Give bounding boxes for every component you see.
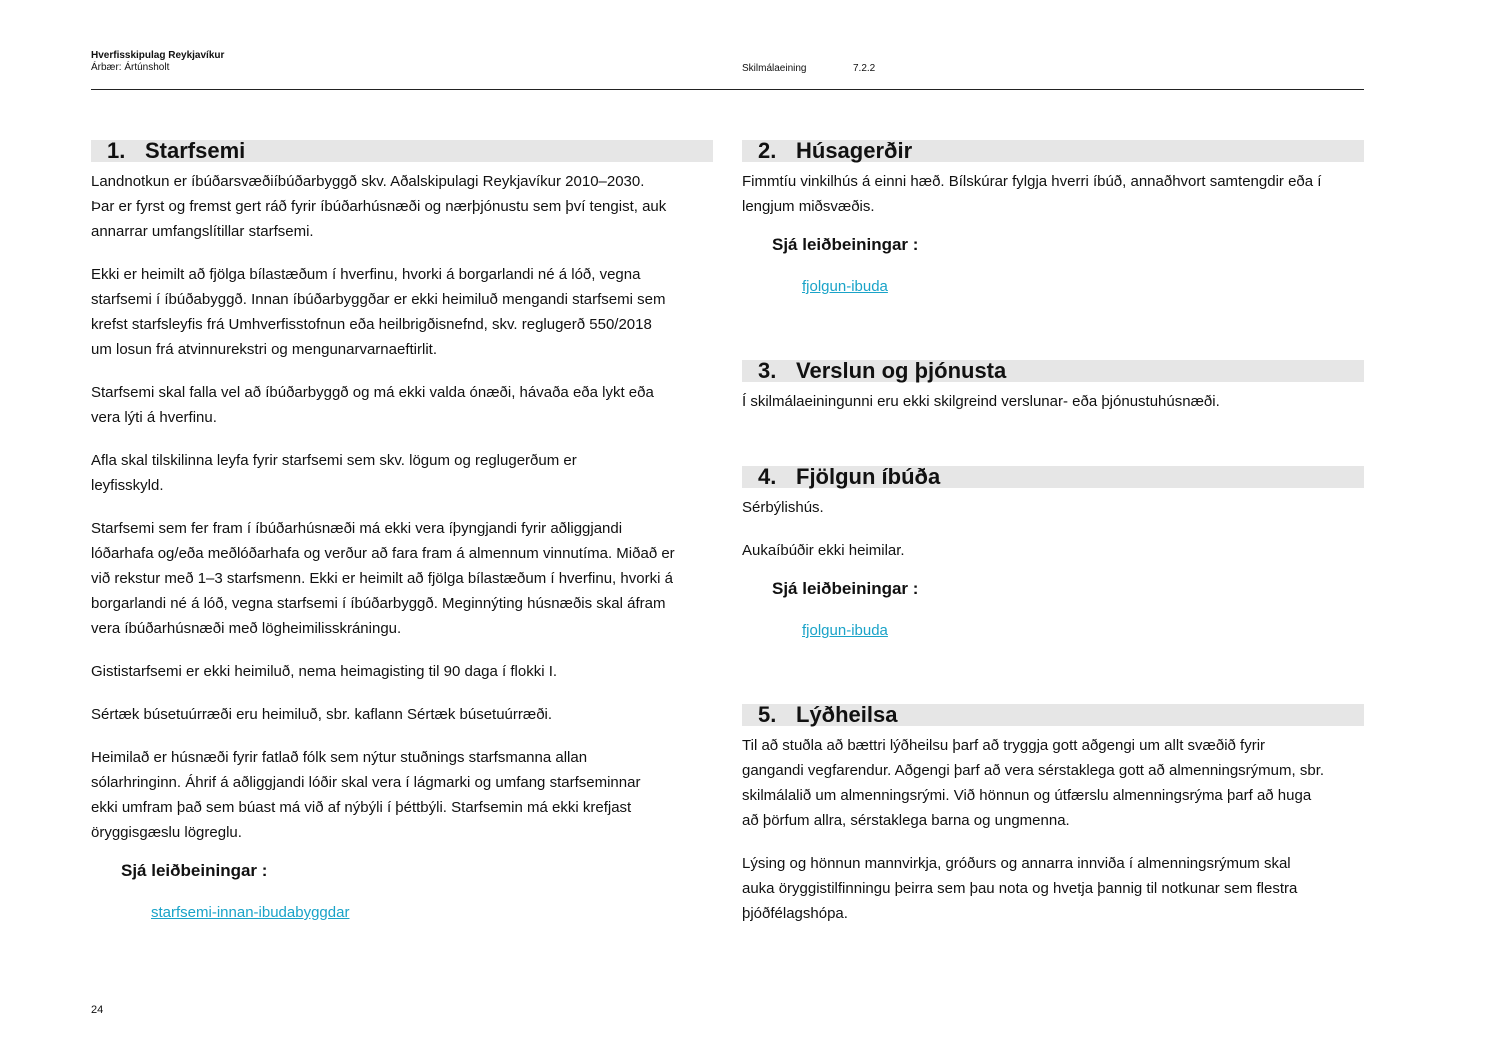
section-heading-verslun: 3. Verslun og þjónusta: [742, 360, 1364, 382]
document-subtitle: Árbær: Ártúnsholt: [91, 62, 170, 73]
paragraph: Gististarfsemi er ekki heimiluð, nema heimagisting til 90 daga í flokki I.: [91, 663, 558, 680]
paragraph: Starfsemi sem fer fram í íbúðarhúsnæði má ekki vera íþyngjandi fyrir aðliggjandi lóðarhafa og/eða meðlóðarhafa og verður að fara fram á almennum vinnutíma. Miðað er við rekstur með 1–3 starfsmenn. Ekki er heimilt að fjölga bílastæðum í hverfinu, hvorki á borgarlandi né á lóð, vegna starfsemi í íbúðarbyggð. Meginnýting húsnæðis skal áfram vera íbúðarhúsnæði með lögheimilisskráningu.: [91, 520, 675, 637]
paragraph: Starfsemi skal falla vel að íbúðarbyggð og má ekki valda ónæði, hávaða eða lykt eða vera lýti á hverfinu.: [91, 384, 654, 426]
guideline-link-fjolgun[interactable]: fjolgun-ibuda: [802, 278, 888, 295]
paragraph: Landnotkun er íbúðarsvæðiíbúðarbyggð skv. Aðalskipulagi Reykjavíkur 2010–2030. Þar er fyrst og fremst gert ráð fyrir íbúðarhúsnæði og nærþjónustu sem því tengist, auk annarrar umfangslítillar starfsemi.: [91, 173, 667, 240]
guidelines-label: Sjá leiðbeiningar :: [121, 861, 268, 880]
page-number: 24: [91, 1004, 104, 1016]
right-column: [742, 140, 1364, 926]
section-heading-lydheilsa: 5. Lýðheilsa: [742, 704, 1364, 726]
paragraph: Í skilmálaeiningunni eru ekki skilgreind verslunar- eða þjónustuhúsnæði.: [742, 393, 1220, 410]
section-label: Skilmálaeining: [742, 63, 807, 74]
paragraph: Sértæk búsetuúrræði eru heimiluð, sbr. kaflann Sértæk búsetuúrræði.: [91, 706, 553, 723]
paragraph: Heimilað er húsnæði fyrir fatlað fólk sem nýtur stuðnings starfsmanna allan sólarhringinn. Áhrif á aðliggjandi lóðir skal vera í lágmarki og umfang starfseminnar ekki umfram það sem búast má við af nýbýli í þéttbýli. Starfsemin má ekki krefjast öryggisgæslu lögreglu.: [91, 749, 641, 841]
document-title: Hverfisskipulag Reykjavíkur: [91, 50, 225, 61]
section-code: 7.2.2: [853, 63, 876, 74]
paragraph: Lýsing og hönnun mannvirkja, gróðurs og annarra innviða í almenningsrýmum skal auka öryggistilfinningu þeirra sem þau nota og hvetja þannig til notkunar sem flestra þjóðfélagshópa.: [742, 855, 1298, 922]
paragraph: Fimmtíu vinkilhús á einni hæð. Bílskúrar fylgja hverri íbúð, annaðhvort samtengdir eða í lengjum miðsvæðis.: [742, 173, 1322, 215]
header-divider: [91, 89, 1364, 90]
guideline-link-starfsemi[interactable]: starfsemi-innan-ibudabyggdar: [151, 904, 350, 921]
paragraph: Aukaíbúðir ekki heimilar.: [742, 542, 905, 559]
paragraph: Afla skal tilskilinna leyfa fyrir starfsemi sem skv. lögum og reglugerðum er leyfisskyld.: [91, 452, 577, 494]
guidelines-label: Sjá leiðbeiningar :: [772, 235, 919, 254]
paragraph: Ekki er heimilt að fjölga bílastæðum í hverfinu, hvorki á borgarlandi né á lóð, vegna starfsemi í íbúðabyggð. Innan íbúðarbyggðar er ekki heimiluð mengandi starfsemi sem krefst starfsleyfis frá Umhverfisstofnun eða heilbrigðisnefnd, skv. reglugerð 550/2018 um losun frá atvinnurekstri og mengunarvarnaeftirlit.: [91, 266, 666, 358]
section-heading-husagerdir: 2. Húsagerðir: [742, 140, 1364, 162]
section-heading-fjolgun: 4. Fjölgun íbúða: [742, 466, 1364, 488]
guidelines-label: Sjá leiðbeiningar :: [772, 579, 919, 598]
paragraph: Til að stuðla að bættri lýðheilsu þarf að tryggja gott aðgengi um allt svæðið fyrir gangandi vegfarendur. Aðgengi þarf að vera sérstaklega gott að almenningsrýmum, sbr. skilmálalið um almenningsrými. Við hönnun og útfærslu almenningsrýma þarf að huga að þörfum allra, sérstaklega barna og ungmenna.: [742, 737, 1325, 829]
paragraph: Sérbýlishús.: [742, 499, 824, 516]
left-column: [91, 140, 713, 924]
guideline-link-fjolgun[interactable]: fjolgun-ibuda: [802, 622, 888, 639]
section-heading-starfsemi: 1. Starfsemi: [91, 140, 713, 162]
document-header: [91, 50, 224, 74]
